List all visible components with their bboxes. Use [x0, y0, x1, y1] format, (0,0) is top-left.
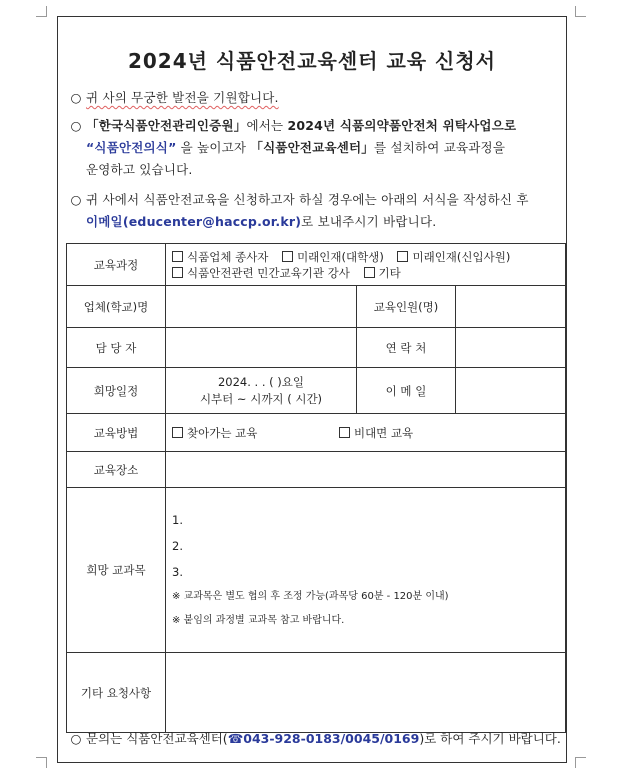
row-other	[67, 653, 566, 733]
date-label: 희망일정	[67, 368, 166, 414]
checkbox-icon[interactable]	[397, 251, 408, 262]
row-date	[67, 368, 566, 414]
checkbox-icon[interactable]	[364, 267, 375, 278]
row-company	[67, 286, 566, 328]
checkbox-icon[interactable]	[339, 427, 350, 438]
subject-line-2: 2.	[172, 539, 183, 553]
bullet-icon: ○	[70, 90, 82, 105]
company-field[interactable]	[166, 286, 357, 328]
checkbox-icon[interactable]	[172, 251, 183, 262]
corner-mark-bottom-right	[575, 757, 586, 768]
place-field[interactable]	[166, 452, 566, 488]
corner-mark-top-left	[36, 6, 47, 17]
date-field[interactable]: 2024. . . ( )요일 시부터 ~ 시까지 ( 시간)	[166, 368, 357, 414]
method-option-visit[interactable]: 찾아가는 교육	[172, 426, 257, 440]
intro-paragraph-1: ○ 귀 사의 무궁한 발전을 기원합니다.	[66, 87, 558, 109]
manager-field[interactable]	[166, 328, 357, 368]
course-option-1[interactable]: 식품업체 종사자	[172, 250, 268, 264]
bullet-icon: ○	[70, 118, 82, 133]
method-options	[166, 414, 566, 452]
bullet-icon: ○	[70, 731, 82, 746]
contact-field[interactable]	[456, 328, 566, 368]
subject-label: 희망 교과목	[67, 488, 166, 653]
checkbox-icon[interactable]	[172, 267, 183, 278]
checkbox-icon[interactable]	[282, 251, 293, 262]
row-subjects	[67, 488, 566, 653]
checkbox-icon[interactable]	[172, 427, 183, 438]
other-field[interactable]	[166, 653, 566, 733]
place-label: 교육장소	[67, 452, 166, 488]
method-option-online[interactable]: 비대면 교육	[339, 426, 413, 440]
corner-mark-top-right	[575, 6, 586, 17]
corner-mark-bottom-left	[36, 757, 47, 768]
bullet-icon: ○	[70, 192, 82, 207]
count-label: 교육인원(명)	[357, 286, 456, 328]
subject-note-1: ※ 교과목은 별도 협의 후 조정 가능(과목당 60분 - 120분 이내)	[172, 591, 449, 602]
intro-paragraph-2: ○ 「한국식품안전관리인증원」에서는 2024년 식품의약품안전처 위탁사업으로 “식품안전의식” 을 높이고자 「식품안전교육센터」를 설치하여 교육과정을 운영하고 있습니다.	[66, 115, 558, 181]
contact-label: 연 락 처	[357, 328, 456, 368]
subject-note-2: ※ 붙임의 과정별 교과목 참고 바랍니다.	[172, 615, 345, 626]
row-manager	[67, 328, 566, 368]
course-options	[166, 244, 566, 286]
email-field[interactable]	[456, 368, 566, 414]
row-method	[67, 414, 566, 452]
manager-label: 담 당 자	[67, 328, 166, 368]
subject-line-1: 1.	[172, 513, 183, 527]
document-frame	[57, 16, 567, 763]
course-label: 교육과정	[67, 244, 166, 286]
intro-paragraph-3: ○ 귀 사에서 식품안전교육을 신청하고자 하실 경우에는 아래의 서식을 작성하신 후 이메일(educenter@haccp.or.kr)로 보내주시기 바랍니다.	[66, 189, 558, 233]
row-course	[67, 244, 566, 286]
email-link[interactable]: 이메일(educenter@haccp.or.kr)	[86, 214, 302, 229]
email-label: 이 메 일	[357, 368, 456, 414]
subject-field[interactable]	[166, 488, 566, 653]
page-title: 2024년 식품안전교육센터 교육 신청서	[127, 49, 497, 73]
application-form	[66, 243, 566, 733]
course-option-3[interactable]: 미래인재(신입사원)	[397, 250, 510, 264]
company-label: 업체(학교)명	[67, 286, 166, 328]
phone-number: ☎043-928-0183/0045/0169	[227, 731, 420, 746]
count-field[interactable]	[456, 286, 566, 328]
method-label: 교육방법	[67, 414, 166, 452]
subject-line-3: 3.	[172, 565, 183, 579]
other-label: 기타 요청사항	[67, 653, 166, 733]
course-option-2[interactable]: 미래인재(대학생)	[282, 250, 384, 264]
course-option-4[interactable]: 식품안전관련 민간교육기관 강사	[172, 266, 350, 280]
row-place	[67, 452, 566, 488]
footer-note: ○ 문의는 식품안전교육센터(☎043-928-0183/0045/0169)로 하여 주시기 바랍니다.	[66, 729, 561, 747]
course-option-5[interactable]: 기타	[364, 266, 401, 280]
